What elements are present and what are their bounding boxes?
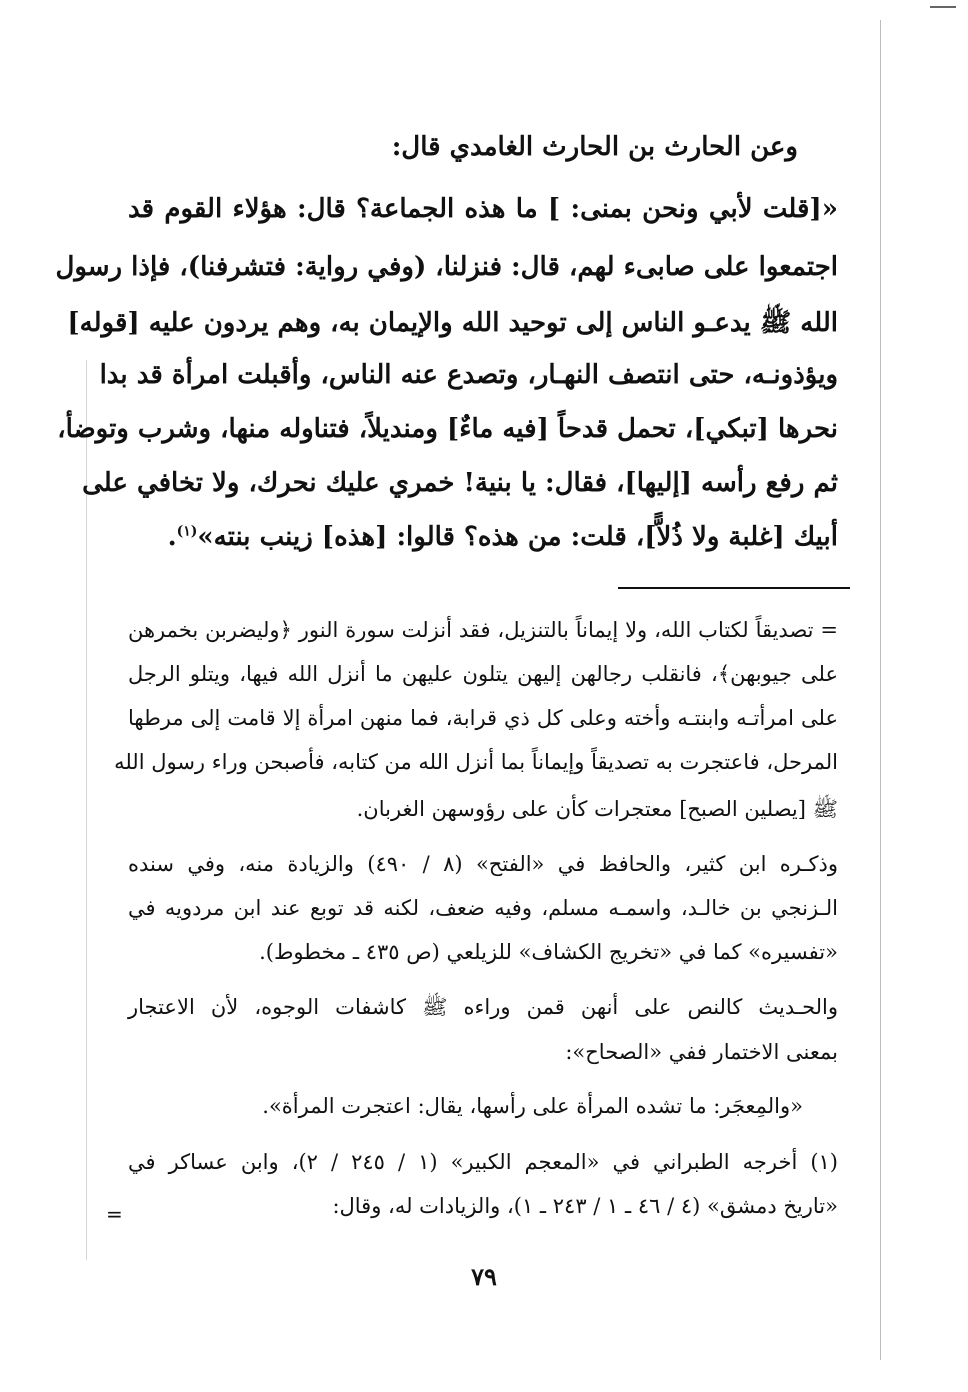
note-line-1: = تصديقاً لكتاب الله، ولا إيماناً بالتنزيل، فقد أنزلت سورة النور ﴿وليضربن بخمرهن	[128, 618, 838, 642]
main-text-line-2: اجتمعوا على صابىء لهم، قال: فنزلنا، (وفي رواية: فتشرفنا)، فإذا رسول	[55, 252, 838, 282]
note-line-5: ﷺ [يصلين الصبح] معتجرات كأن على رؤوسهن الغربان.	[356, 797, 838, 821]
note-line-2: على جيوبهن﴾، فانقلب رجالهن إليهن يتلون عليهن ما أنزل الله فيها، ويتلو الرجل	[128, 662, 838, 686]
main-text-line-5: نحرها [تبكي]، تحمل قدحاً [فيه ماءٌ] ومنديلاً، فتناوله منها، وشرب وتوضأ،	[57, 414, 838, 444]
note-line-4: المرحل، فاعتجرت به تصديقاً وإيماناً بما أنزل الله من كتابه، فأصبحن وراء رسول الله	[114, 750, 838, 774]
note-line-8: «تفسيره» كما في «تخريج الكشاف» للزيلعي (ص ٤٣٥ ـ مخطوط).	[259, 940, 838, 964]
footnote-line-1: (١) أخرجه الطبراني في «المعجم الكبير» (١ / ٢٤٥ / ٢)، وابن عساكر في	[128, 1150, 838, 1174]
note-line-3: على امرأتـه وابنتـه وأخته وعلى كل ذي قرابة، فما منهن امرأة إلا قامت إلى مرطها	[128, 706, 838, 730]
note-line-9: والحـديث كالنص على أنهن قمن وراءه ﷺ كاشفات الوجوه، لأن الاعتجار	[128, 995, 838, 1019]
note-line-6: وذكـره ابن كثير، والحافظ في «الفتح» (٨ / ٤٩٠) والزيادة منه، وفي سنده	[128, 852, 838, 876]
main-text-line-1: «[قلت لأبي ونحن بمنى: ] ما هذه الجماعة؟ قال: هؤلاء القوم قد	[128, 194, 838, 224]
continuation-mark: =	[106, 1202, 123, 1226]
main-text-last: أبيك [غلبة ولا ذُلاًّ]، قلت: من هذه؟ قالوا: [هذه] زينب بنته»	[197, 522, 838, 552]
note-quote: «والمِعجَر: ما تشده المرأة على رأسها، يقال: اعتجرت المرأة».	[262, 1094, 803, 1118]
page-number: ٧٩	[471, 1262, 497, 1291]
note-line-10: بمعنى الاختمار ففي «الصحاح»:	[565, 1040, 838, 1064]
main-text-line-6: ثم رفع رأسه [إليها]، فقال: يا بنية! خمري عليك نحرك، ولا تخافي على	[82, 468, 838, 498]
note-line-7: الـزنجي بن خالـد، واسمـه مسلم، وفيه ضعف، لكنه قد توبع عند ابن مردويه في	[128, 896, 838, 920]
footnote-separator	[618, 587, 850, 589]
main-text-line-3: الله ﷺ يدعـو الناس إلى توحيد الله والإيمان به، وهم يردون عليه [قوله]	[67, 308, 838, 338]
scan-edge-line-right	[880, 20, 881, 1360]
scan-corner-mark	[930, 6, 956, 8]
main-text-line-7	[128, 522, 838, 552]
main-text-end: .	[167, 522, 177, 552]
footnote-reference: (١)	[176, 523, 198, 540]
main-text-line-4: ويؤذونـه، حتى انتصف النهـار، وتصدع عنه الناس، وأقبلت امرأة قد بدا	[99, 360, 838, 390]
narration-heading: وعن الحارث بن الحارث الغامدي قال:	[391, 132, 798, 162]
footnote-line-2: «تاريخ دمشق» (٤ / ٤٦ ـ ١ / ٢٤٣ ـ ١)، والزيادات له، وقال:	[332, 1194, 838, 1218]
